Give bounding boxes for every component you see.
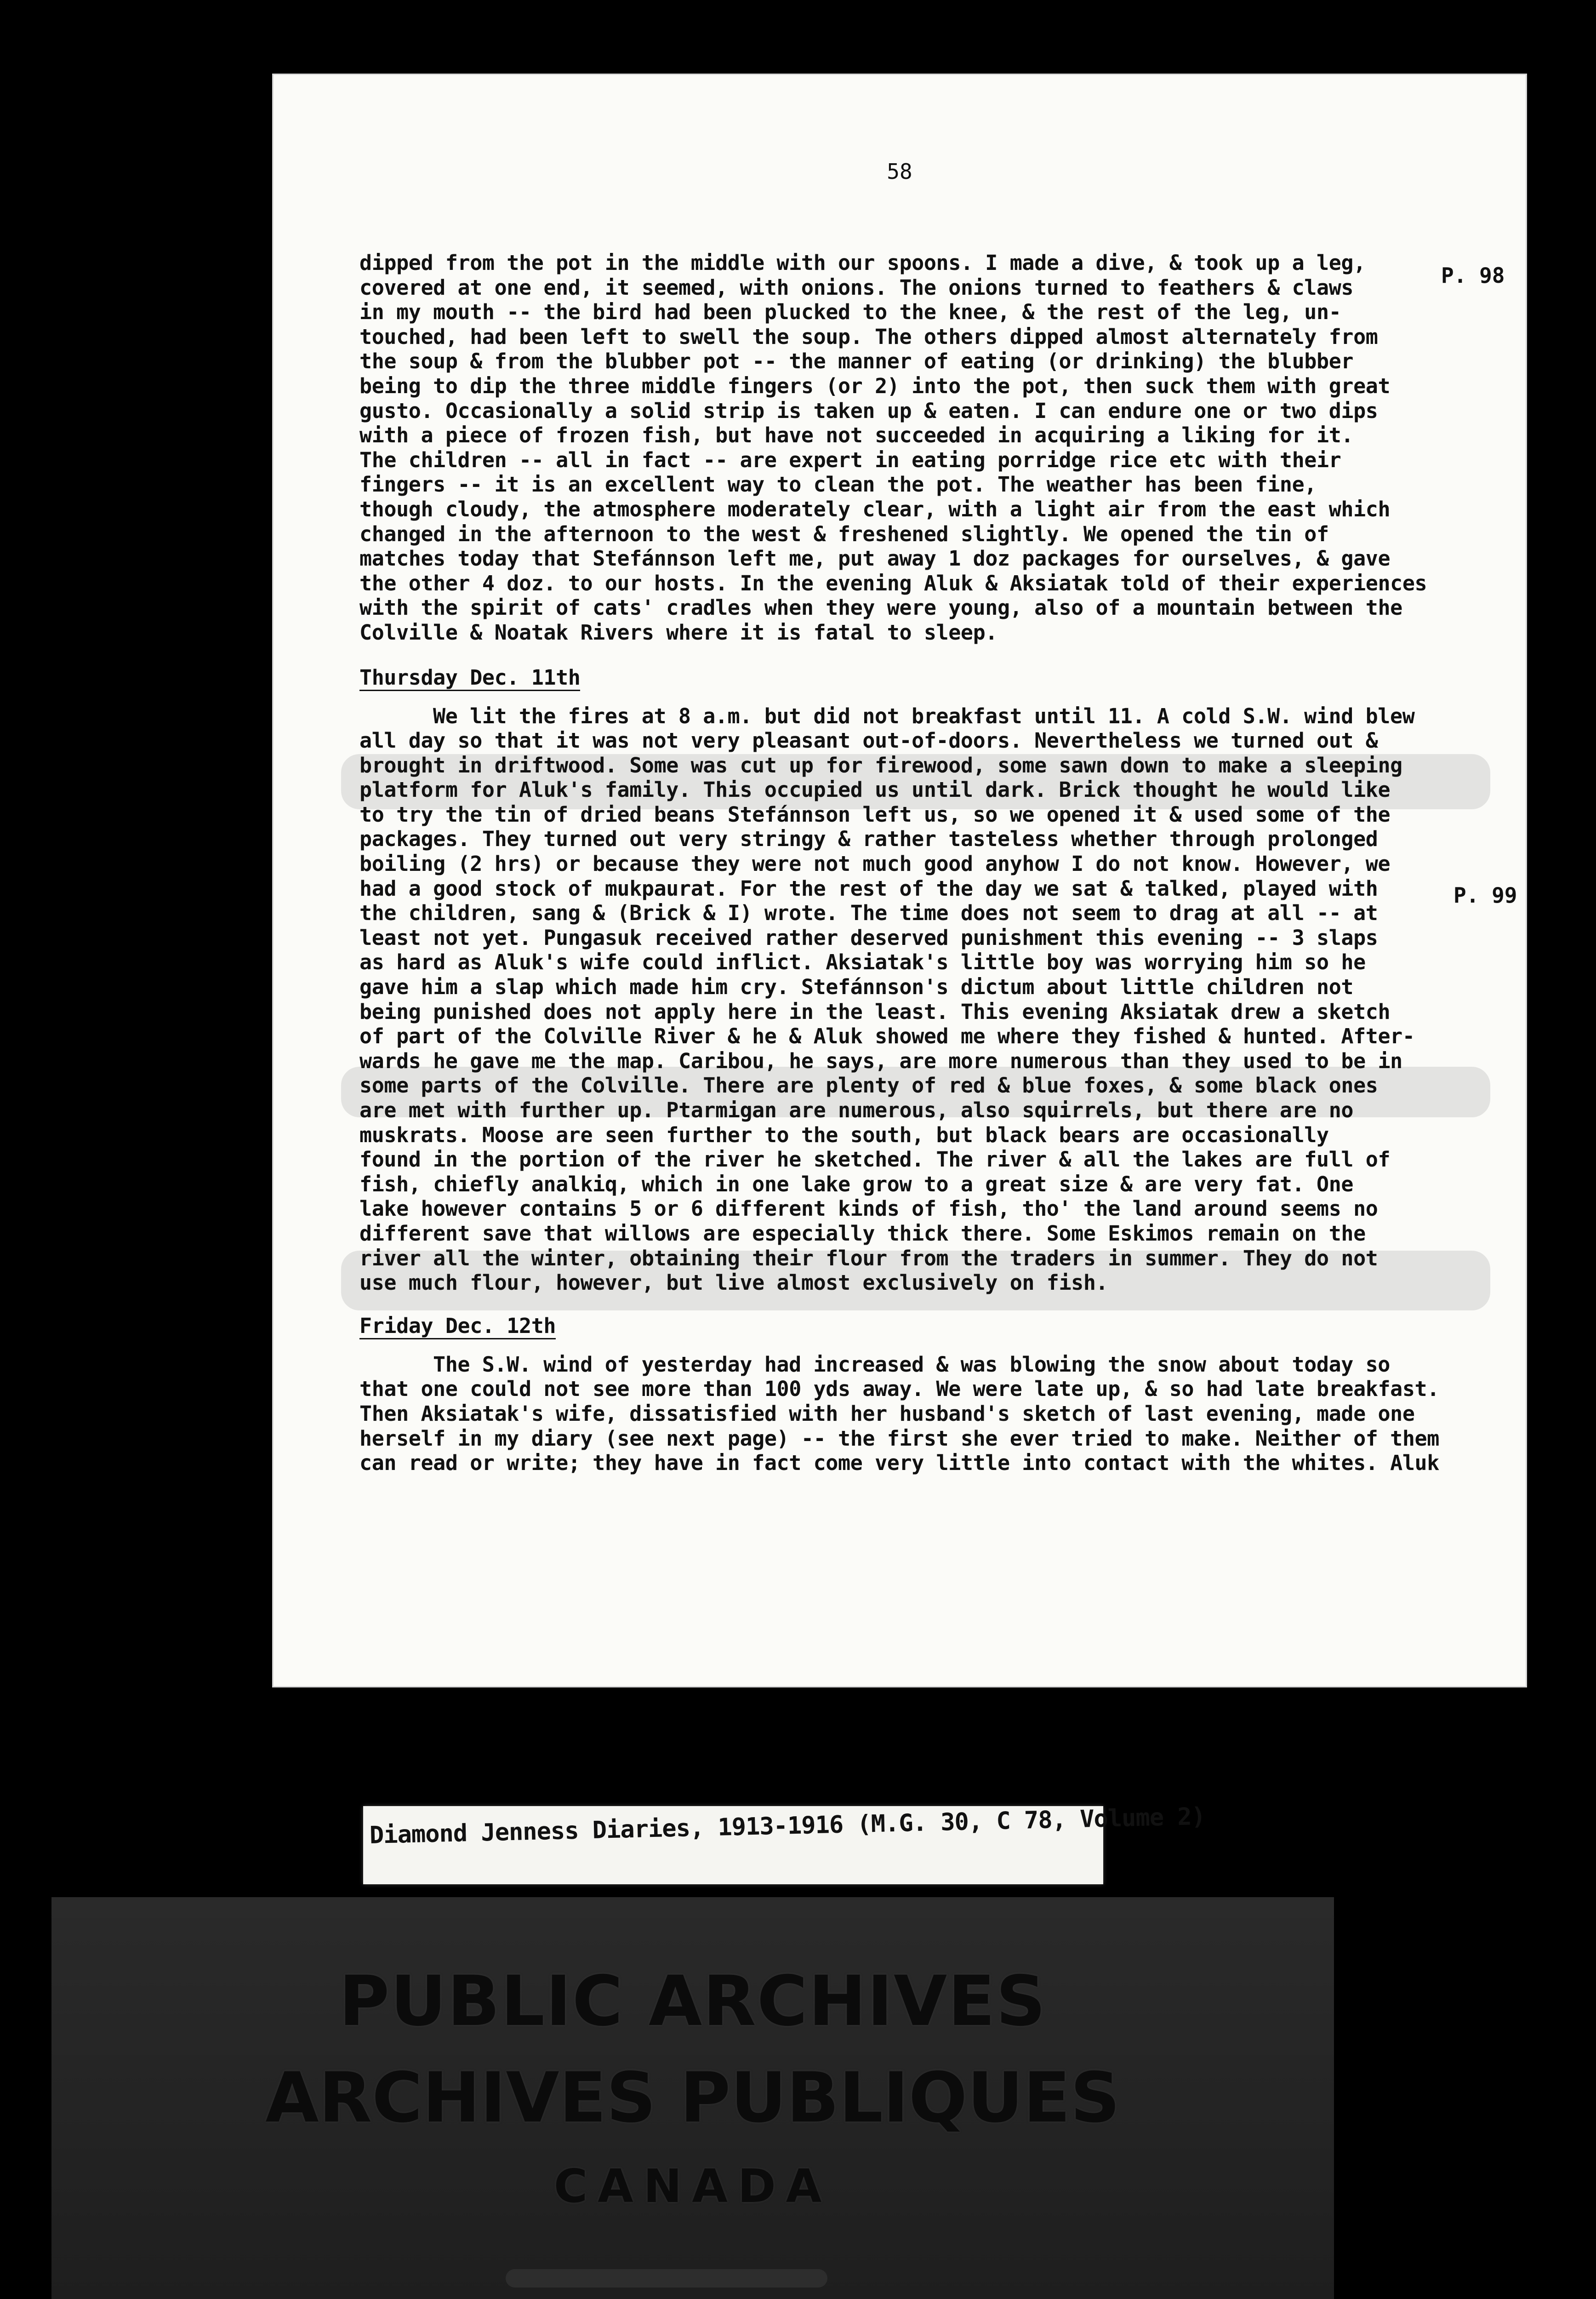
diary-text	[359, 251, 1467, 1475]
text-line: different save that willows are especially thick there. Some Eskimos remain on the	[359, 1221, 1366, 1246]
text-line: muskrats. Moose are seen further to the south, but black bears are occasionally	[359, 1122, 1329, 1147]
text-line: in my mouth -- the bird had been plucked to the knee, & the rest of the leg, un-	[359, 300, 1341, 325]
text-line: changed in the afternoon to the west & freshened slightly. We opened the tin of	[359, 521, 1329, 546]
text-line: are met with further up. Ptarmigan are numerous, also squirrels, but there are no	[359, 1098, 1354, 1122]
entry-heading-friday: Friday Dec. 12th	[359, 1314, 556, 1339]
text-line: had a good stock of mukpaurat. For the rest of the day we sat & talked, played with	[359, 876, 1378, 901]
text-line: with a piece of frozen fish, but have not succeeded in acquiring a liking for it.	[359, 423, 1354, 448]
text-line: platform for Aluk's family. This occupied us until dark. Brick thought he would like	[359, 778, 1391, 802]
text-line	[359, 704, 1467, 729]
entry-thursday	[359, 704, 1467, 1295]
text-line: use much flour, however, but live almost exclusively on fish.	[359, 1270, 1108, 1295]
margin-note-page-ref: P. 98	[1441, 263, 1505, 288]
text-line: boiling (2 hrs) or because they were not much good anyhow I do not know. However, we	[359, 852, 1391, 876]
text-line: wards he gave me the map. Caribou, he says, are more numerous than they used to be in	[359, 1048, 1402, 1073]
entry-heading-thursday: Thursday Dec. 11th	[359, 666, 580, 691]
text-line: gave him a slap which made him cry. Stefánnson's dictum about little children not	[359, 975, 1354, 1000]
first-line: We lit the fires at 8 a.m. but did not breakfast until 11. A cold S.W. wind blew	[433, 703, 1415, 728]
stamp-smudge	[506, 2269, 827, 2288]
text-line: can read or write; they have in fact come very little into contact with the whites. Aluk	[359, 1451, 1439, 1475]
text-line: though cloudy, the atmosphere moderately clear, with a light air from the east which	[359, 497, 1391, 521]
text-line: Colville & Noatak Rivers where it is fatal to sleep.	[359, 620, 998, 645]
text-line: river all the winter, obtaining their flour from the traders in summer. They do not	[359, 1246, 1378, 1270]
text-line: brought in driftwood. Some was cut up for firewood, some sawn down to make a sleeping	[359, 753, 1402, 778]
text-line: The children -- all in fact -- are expert in eating porridge rice etc with their	[359, 447, 1341, 472]
text-line: with the spirit of cats' cradles when they were young, also of a mountain between the	[359, 595, 1402, 620]
text-line: touched, had been left to swell the soup. The others dipped almost alternately from	[359, 324, 1378, 349]
text-line: gusto. Occasionally a solid strip is taken up & eaten. I can endure one or two dips	[359, 398, 1378, 423]
page-number: 58	[887, 159, 912, 184]
first-line: The S.W. wind of yesterday had increased & was blowing the snow about today so	[433, 1352, 1390, 1377]
text-line: covered at one end, it seemed, with onions. The onions turned to feathers & claws	[359, 275, 1354, 300]
text-line: herself in my diary (see next page) -- the first she ever tried to make. Neither of them	[359, 1426, 1439, 1451]
text-line: all day so that it was not very pleasant out-of-doors. Nevertheless we turned out &	[359, 728, 1378, 753]
text-line	[359, 1352, 1467, 1377]
text-line: as hard as Aluk's wife could inflict. Aksiatak's little boy was worrying him so he	[359, 950, 1366, 975]
stamp-line-french: ARCHIVES PUBLIQUES	[265, 2058, 1120, 2138]
entry-friday	[359, 1352, 1467, 1475]
text-line: to try the tin of dried beans Stefánnson left us, so we opened it & used some of the	[359, 802, 1391, 827]
text-line: least not yet. Pungasuk received rather deserved punishment this evening -- 3 slaps	[359, 925, 1378, 950]
text-line: dipped from the pot in the middle with our spoons. I made a dive, & took up a leg,	[359, 251, 1366, 275]
text-line: Then Aksiatak's wife, dissatisfied with her husband's sketch of last evening, made one	[359, 1401, 1415, 1426]
text-line: fingers -- it is an excellent way to clean the pot. The weather has been fine,	[359, 472, 1317, 497]
text-line: of part of the Colville River & he & Aluk showed me where they fished & hunted. After-	[359, 1024, 1415, 1049]
text-line: the children, sang & (Brick & I) wrote. The time does not seem to drag at all -- at	[359, 901, 1378, 926]
text-line: lake however contains 5 or 6 different kinds of fish, tho' the land around seems no	[359, 1196, 1378, 1221]
text-line: the other 4 doz. to our hosts. In the evening Aluk & Aksiatak told of their experiences	[359, 571, 1427, 595]
archive-stamp	[51, 1897, 1334, 2299]
text-line: that one could not see more than 100 yds away. We were late up, & so had late breakfast.	[359, 1377, 1439, 1401]
text-line: being punished does not apply here in the least. This evening Aksiatak drew a sketch	[359, 999, 1391, 1024]
diary-page	[272, 74, 1527, 1687]
text-line: the soup & from the blubber pot -- the manner of eating (or drinking) the blubber	[359, 349, 1354, 374]
text-line: fish, chiefly analkiq, which in one lake grow to a great size & are very fat. One	[359, 1172, 1354, 1196]
text-line: some parts of the Colville. There are plenty of red & blue foxes, & some black ones	[359, 1073, 1378, 1098]
text-line: packages. They turned out very stringy & rather tasteless whether through prolonged	[359, 827, 1378, 852]
citation-slip	[363, 1802, 1206, 1884]
stamp-line-english: PUBLIC ARCHIVES	[339, 1962, 1047, 2042]
text-line: matches today that Stefánnson left me, put away 1 doz packages for ourselves, & gave	[359, 546, 1391, 571]
margin-note-page-ref: P. 99	[1454, 883, 1517, 908]
text-line: being to dip the three middle fingers (or 2) into the pot, then suck them with great	[359, 373, 1391, 398]
text-line: found in the portion of the river he sketched. The river & all the lakes are full of	[359, 1147, 1391, 1172]
entry-continued	[359, 251, 1467, 645]
citation-text: Diamond Jenness Diaries, 1913-1916 (M.G. 30, C 78, Volume 2)	[369, 1802, 1206, 1849]
stamp-line-country: CANADA	[553, 2159, 832, 2213]
